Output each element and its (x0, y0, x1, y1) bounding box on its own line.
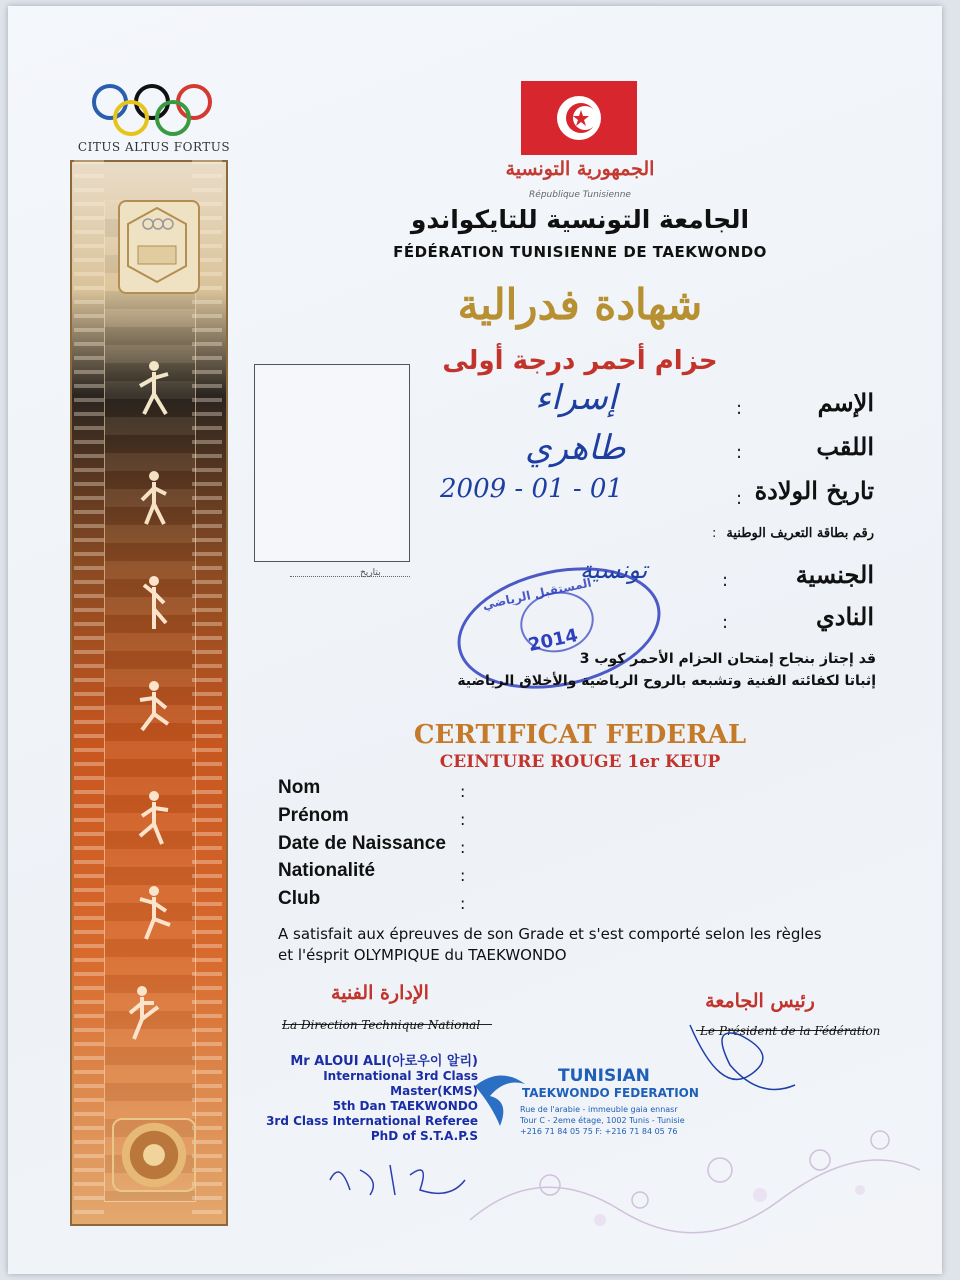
director-phd: PhD of S.T.A.P.S (370, 1129, 478, 1143)
stamp-text: المستقبل الرياضي (481, 575, 593, 613)
field-label-nationality-ar: الجنسية (795, 560, 874, 589)
field-label-club-ar: النادي (815, 602, 874, 631)
stamp-year: 2014 (526, 625, 580, 656)
field-value-nationality-ar: تونسية (580, 556, 648, 584)
federation-stamp-title: TUNISIAN (558, 1066, 650, 1086)
federation-name-arabic: الجامعة التونسية للتايكواندو (410, 205, 750, 234)
field-label-id-card-ar: رقم بطاقة التعريف الوطنية (726, 526, 874, 541)
certificate-title-arabic: شهادة فدرالية (457, 280, 703, 329)
field-value-name-ar: إسراء (535, 378, 618, 418)
satisfied-line1: A satisfait aux épreuves de son Grade et s'est comporté selon les règles (278, 925, 822, 943)
address-line1: Rue de l'arabie - immeuble gaia ennasr (520, 1105, 678, 1114)
field-label-prenom: Prénom (278, 805, 349, 826)
border-pattern-left (74, 160, 104, 1222)
field-colon: : (712, 526, 717, 541)
field-colon: : (460, 810, 466, 829)
field-colon: : (736, 488, 743, 509)
field-label-nom: Nom (278, 777, 321, 798)
field-colon: : (460, 782, 466, 801)
president-french: Le Président de la Fédération (700, 1024, 881, 1038)
field-label-nationalite: Nationalité (278, 860, 376, 881)
border-pattern-right (192, 160, 222, 1222)
address-line2: Tour C - 2eme étage, 1002 Tunis - Tunisie (520, 1116, 685, 1125)
belt-grade-french: CEINTURE ROUGE 1er KEUP (439, 752, 721, 772)
field-label-date-naissance: Date de Naissance (278, 833, 446, 854)
federation-stamp-subtitle: TAEKWONDO FEDERATION (522, 1086, 699, 1100)
director-referee: 3rd Class International Referee (266, 1114, 478, 1128)
olympic-motto: CITUS ALTUS FORTUS (77, 140, 231, 154)
pass-statement-line2: إثباتا لكفائته الفنية وتشبعه بالروح الرياضية والأخلاق الرياضية (457, 673, 876, 689)
republic-arabic: الجمهورية التونسية (505, 158, 655, 180)
taekwondo-fighter-icon (136, 885, 172, 943)
federation-emblem-icon (118, 200, 200, 294)
address-line3: +216 71 84 05 75 F: +216 71 84 05 76 (520, 1127, 678, 1136)
photo-date-caption: بتاريخ (360, 568, 381, 578)
director-name: Mr ALOUI ALI(아로우이 알리) (290, 1054, 478, 1069)
director-title: International 3rd Class Master(KMS) (323, 1069, 478, 1098)
technical-direction-french: La Direction Technique National (282, 1018, 481, 1032)
taekwondo-fighter-icon (136, 470, 172, 528)
republic-french: République Tunisienne (529, 190, 631, 200)
belt-grade-arabic: حزام أحمر درجة أولى (442, 346, 718, 376)
field-value-birthdate: 2009 - 01 - 01 (440, 474, 623, 504)
director-dan: 5th Dan TAEKWONDO (332, 1099, 478, 1113)
taekwondo-fighter-icon (124, 985, 160, 1043)
president-arabic: رئيس الجامعة (705, 990, 815, 1012)
taekwondo-fighter-icon (136, 360, 172, 418)
field-colon: : (460, 838, 466, 857)
director-signature (320, 1150, 470, 1210)
satisfied-line2: et l'ésprit OLYMPIQUE du TAEKWONDO (278, 946, 567, 964)
satisfied-statement (278, 924, 878, 966)
taekwondo-fighter-icon (136, 575, 172, 633)
field-colon: : (736, 398, 743, 419)
field-label-surname-ar: اللقب (816, 432, 874, 461)
photo-placeholder (254, 364, 410, 562)
photo-date-line (290, 576, 410, 577)
field-label-birthdate-ar: تاريخ الولادة (754, 476, 874, 505)
field-colon: : (460, 866, 466, 885)
floral-decoration (460, 1100, 930, 1240)
field-label-name-ar: الإسم (817, 388, 874, 417)
director-credentials (258, 1054, 478, 1144)
field-colon: : (460, 894, 466, 913)
field-value-surname-ar: طاهري (525, 428, 626, 468)
pass-statement-line1: قد إجتاز بنجاح إمتحان الحزام الأحمر كوب 3 (579, 651, 876, 667)
certificate-title-french: CERTIFICAT FEDERAL (413, 720, 747, 750)
federation-name-french: FÉDÉRATION TUNISIENNE DE TAEKWONDO (393, 243, 767, 261)
taekwondo-fighter-icon (136, 680, 172, 738)
field-label-club: Club (278, 888, 321, 909)
technical-direction-arabic: الإدارة الفنية (331, 982, 429, 1004)
tunisian-flag-icon (521, 81, 637, 155)
taekwondo-fighter-icon (136, 790, 172, 848)
field-colon: : (736, 442, 743, 463)
field-colon: : (722, 612, 729, 633)
field-colon: : (722, 570, 729, 591)
ornamental-knot-icon (112, 1118, 196, 1192)
pass-statement-arabic (340, 648, 876, 692)
olympic-rings-icon (90, 82, 214, 140)
